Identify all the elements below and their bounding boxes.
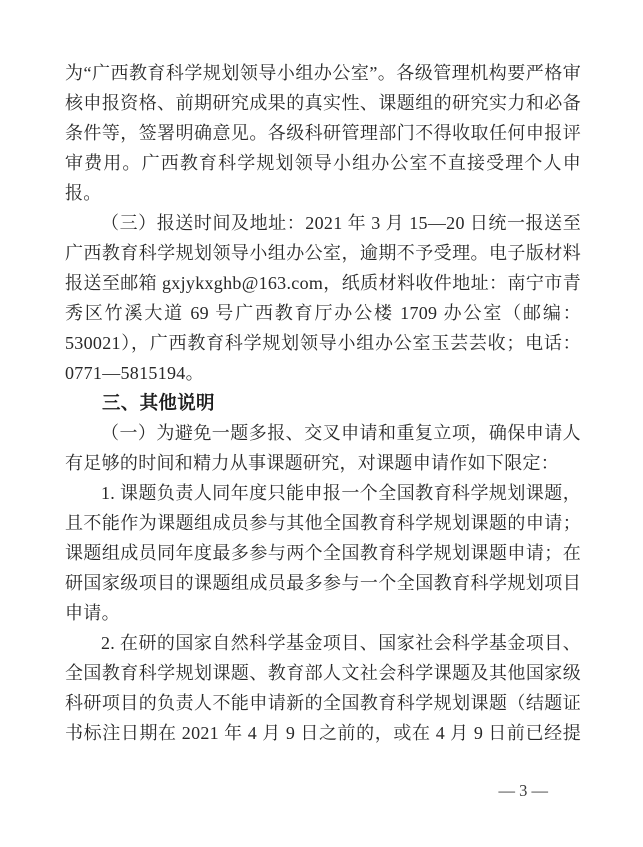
section-heading-other-notes: 三、其他说明 [102,392,215,413]
paragraph-submission-time-address: （三）报送时间及地址：2021 年 3 月 15—20 日统一报送至广西教育科学规划领导小组办公室，逾期不予受理。电子版材料报送至邮箱 gxjykxghb@163.com，纸质材料收件地址：南宁市青秀区竹溪大道 69 号广西教育厅办公楼 1709 办公室（邮编：530021），广西教育科学规划领导小组办公室玉芸芸收；电话：0771—5815194。 [65,213,581,383]
document-body [65,58,581,748]
paragraph-restriction-item-2: 2. 在研的国家自然科学基金项目、国家社会科学基金项目、全国教育科学规划课题、教育部人文社会科学课题及其他国家级科研项目的负责人不能申请新的全国教育科学规划课题（结题证书标注日期在 2021 年 4 月 9 日之前的，或在 4 月 9 日前已经提 [65,633,581,743]
paragraph-restriction-item-1: 1. 课题负责人同年度只能申报一个全国教育科学规划课题，且不能作为课题组成员参与其他全国教育科学规划课题的申请；课题组成员同年度最多参与两个全国教育科学规划课题申请；在研国家级项目的课题组成员最多参与一个全国教育科学规划项目申请。 [65,483,581,623]
paragraph-application-restrictions-intro: （一）为避免一题多报、交叉申请和重复立项，确保申请人有足够的时间和精力从事课题研究，对课题申请作如下限定： [65,423,581,473]
page-number: — 3 — [498,781,548,800]
paragraph-application-review: 为“广西教育科学规划领导小组办公室”。各级管理机构要严格审核申报资格、前期研究成果的真实性、课题组的研究实力和必备条件等，签署明确意见。各级科研管理部门不得收取任何申报评审费用。广西教育科学规划领导小组办公室不直接受理个人申报。 [65,63,581,203]
